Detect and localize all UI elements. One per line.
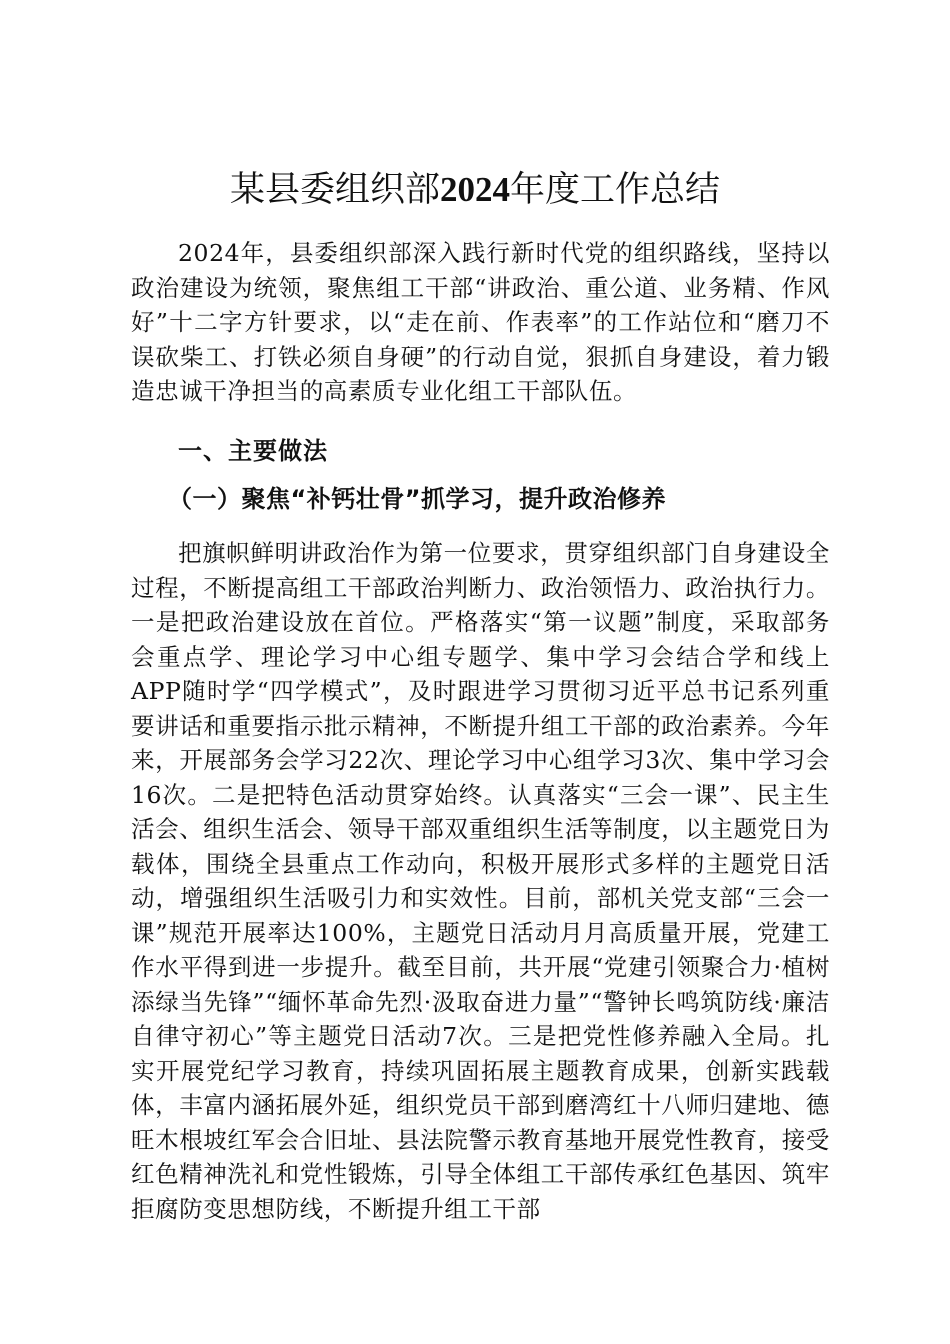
title-prefix: 某县委组织部 xyxy=(229,170,440,210)
title-suffix: 年度工作总结 xyxy=(510,170,721,210)
body-paragraph: 把旗帜鲜明讲政治作为第一位要求，贯穿组织部门自身建设全过程，不断提高组工干部政治判断力、政治领悟力、政治执行力。一是把政治建设放在首位。严格落实“第一议题”制度，采取部务会重点学、理论学习中心组专题学、集中学习会结合学和线上APP随时学“四学模式”，及时跟进学习贯彻习近平总书记系列重要讲话和重要指示批示精神，不断提升组工干部的政治素养。今年来，开展部务会学习22次、理论学习中心组学习3次、集中学习会16次。二是把特色活动贯穿始终。认真落实“三会一课”、民主生活会、组织生活会、领导干部双重组织生活等制度，以主题党日为载体，围绕全县重点工作动向，积极开展形式多样的主题党日活动，增强组织生活吸引力和实效性。目前，部机关党支部“三会一课”规范开展率达100%，主题党日活动月月高质量开展，党建工作水平得到进一步提升。截至目前，共开展“党建引领聚合力·植树添绿当先锋”“缅怀革命先烈·汲取奋进力量”“警钟长鸣筑防线·廉洁自律守初心”等主题党日活动7次。三是把党性修养融入全局。扎实开展党纪学习教育，持续巩固拓展主题教育成果，创新实践载体，丰富内涵拓展外延，组织党员干部到磨湾红十八师归建地、德旺木根坡红军会合旧址、县法院警示教育基地开展党性教育，接受红色精神洗礼和党性锻炼，引导全体组工干部传承红色基因、筑牢拒腐防变思想防线，不断提升组工干部 xyxy=(131,539,830,1223)
section-heading: 一、主要做法 xyxy=(178,437,328,465)
subsection-heading: （一）聚焦“补钙壮骨”抓学习，提升政治修养 xyxy=(168,485,667,513)
intro-paragraph: 2024年，县委组织部深入践行新时代党的组织路线，坚持以政治建设为统领，聚焦组工干部“讲政治、重公道、业务精、作风好”十二字方针要求，以“走在前、作表率”的工作站位和“磨刀不误砍柴工、打铁必须自身硬”的行动自觉，狠抓自身建设，着力锻造忠诚干净担当的高素质专业化组工干部队伍。 xyxy=(131,239,830,405)
document-title xyxy=(0,168,950,212)
title-year: 2024 xyxy=(440,170,510,209)
